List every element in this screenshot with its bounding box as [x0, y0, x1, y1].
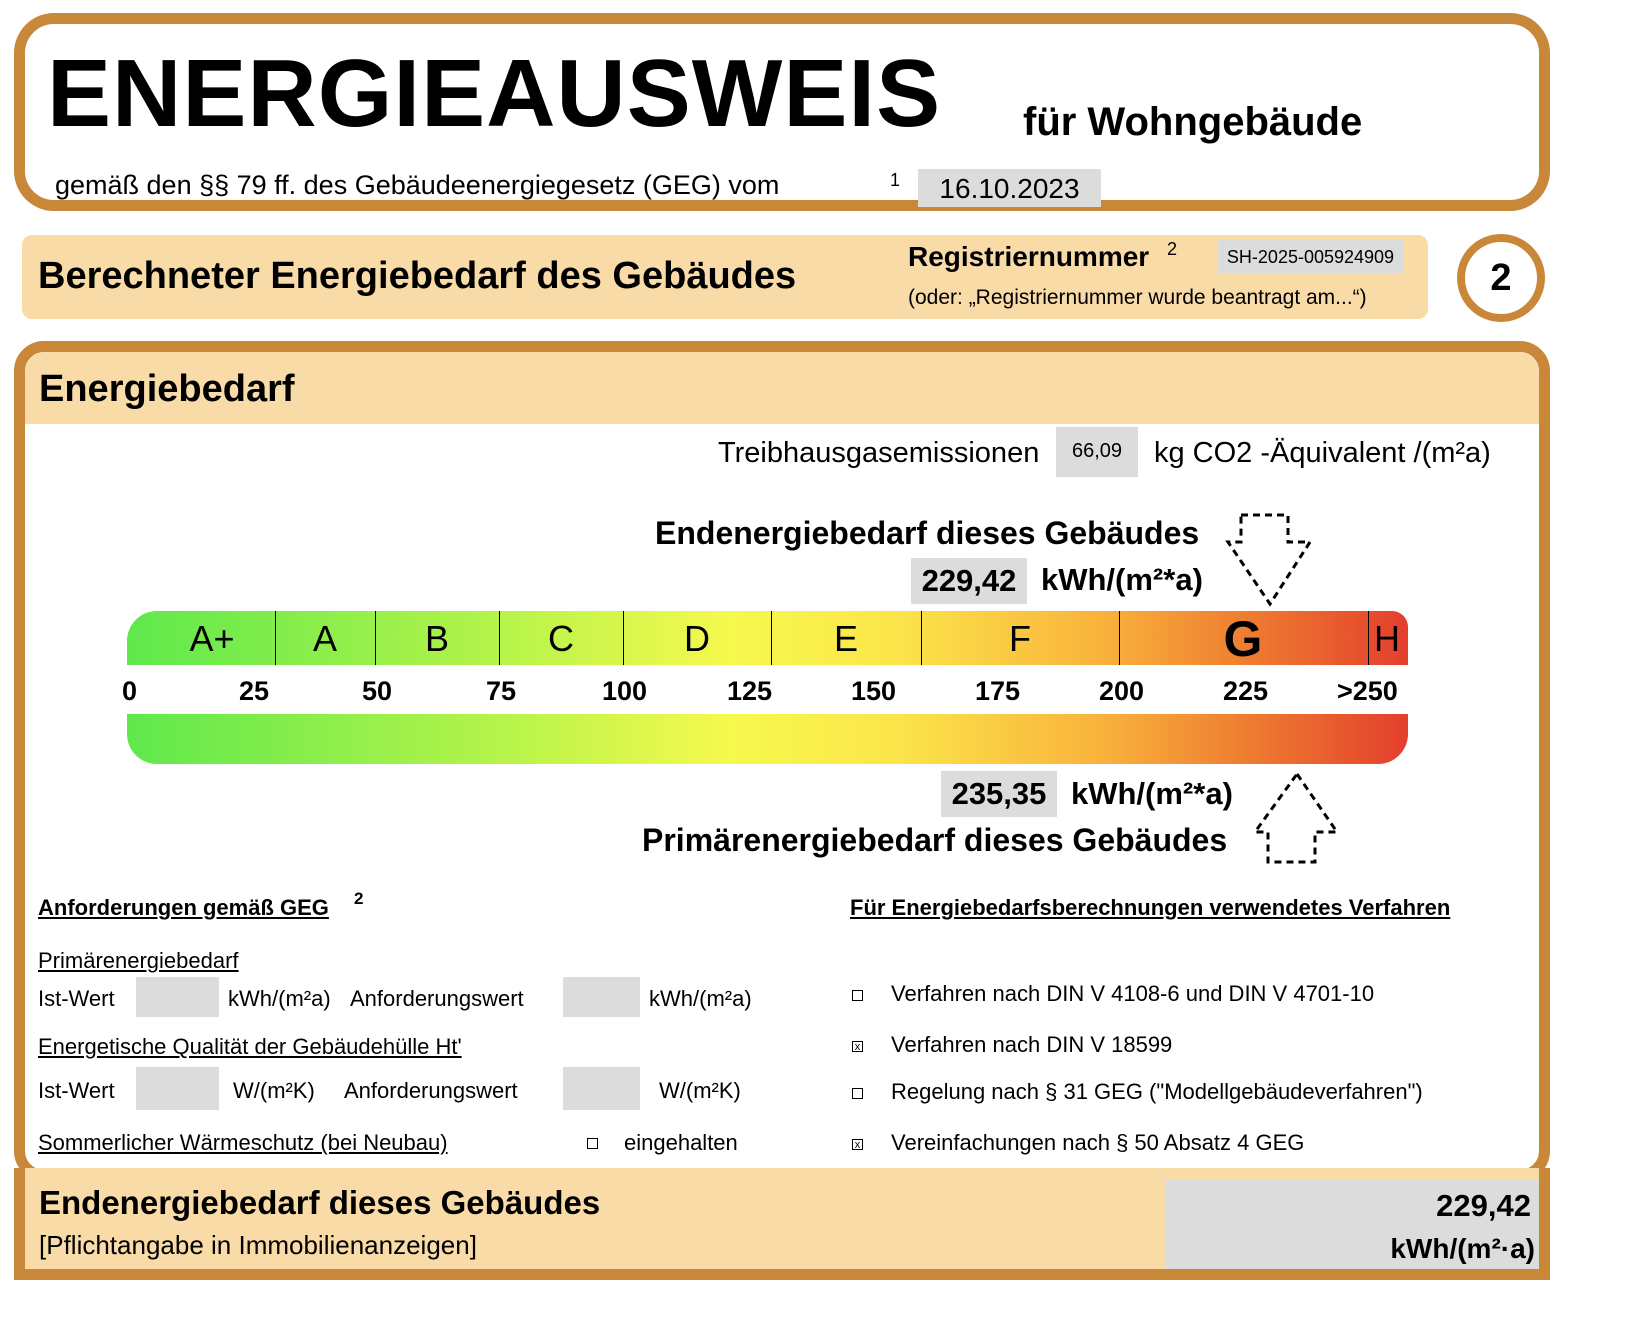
up-arrow-icon: [1252, 770, 1342, 866]
down-arrow-icon: [1225, 512, 1315, 608]
envelope-requirement-unit: W/(m²K): [659, 1078, 741, 1103]
scale-tick: 75: [486, 676, 517, 706]
envelope-ist-unit: W/(m²K): [233, 1078, 315, 1103]
ghg-value: 66,09: [1056, 427, 1138, 477]
ghg-unit: kg CO2 -Äquivalent /(m²a): [1154, 437, 1491, 469]
requirements-footnote: 2: [354, 889, 364, 908]
registration-footnote: 2: [1167, 239, 1178, 259]
law-text: gemäß den §§ 79 ff. des Gebäudeenergiegesetz (GEG) vom: [55, 170, 780, 200]
summer-protection-label: Sommerlicher Wärmeschutz (bei Neubau): [38, 1130, 448, 1155]
registration-note: (oder: „Registriernummer wurde beantragt am...“): [908, 286, 1367, 309]
scale-tick: 150: [851, 676, 897, 706]
check-mark: x: [854, 1041, 861, 1053]
primary-requirement-unit: kWh/(m²a): [649, 986, 752, 1011]
document-subtitle: für Wohngebäude: [1023, 100, 1363, 144]
class-g-active: G: [1223, 611, 1263, 665]
scale-tick: 0: [122, 676, 138, 706]
summer-protection-checkbox[interactable]: [587, 1138, 598, 1149]
envelope-requirement-label: Anforderungswert: [344, 1078, 518, 1103]
envelope-ist-label: Ist-Wert: [38, 1078, 115, 1103]
class-a-plus: A+: [189, 618, 235, 659]
scale-tick: 175: [975, 676, 1021, 706]
end-energy-value: 229,42: [911, 558, 1027, 604]
class-d: D: [684, 618, 710, 659]
registration-number: SH-2025-005924909: [1218, 239, 1403, 273]
method-label-model-building: Regelung nach § 31 GEG ("Modellgebäudeverfahren"): [891, 1079, 1423, 1104]
method-checkbox-model-building[interactable]: [852, 1088, 863, 1099]
class-a: A: [312, 618, 337, 659]
primary-requirement-label: Primärenergiebedarf: [38, 948, 239, 973]
energy-heading-band: [25, 352, 1539, 424]
ghg-label: Treibhausgasemissionen: [718, 437, 1040, 469]
gradient-bar: [127, 714, 1408, 764]
footer-note: [Pflichtangabe in Immobilienanzeigen]: [39, 1230, 477, 1260]
requirements-heading: Anforderungen gemäß GEG: [38, 895, 329, 920]
issue-date: 16.10.2023: [918, 169, 1101, 207]
header-frame: [14, 13, 1550, 211]
summer-protection-check-label: eingehalten: [624, 1130, 738, 1155]
class-f: F: [1009, 618, 1031, 659]
envelope-ist-field: [136, 1067, 219, 1110]
primary-requirement-field: [563, 977, 640, 1017]
primary-ist-unit: kWh/(m²a): [228, 986, 331, 1011]
energy-heading: Energiebedarf: [39, 368, 295, 410]
envelope-requirement-field: [563, 1067, 640, 1110]
class-h: H: [1374, 618, 1400, 659]
envelope-quality-label: Energetische Qualität der Gebäudehülle Ht': [38, 1034, 462, 1059]
scale-tick: 25: [239, 676, 270, 706]
method-checkbox-din18599[interactable]: [852, 1041, 863, 1052]
scale-tick: 50: [362, 676, 393, 706]
registration-label: Registriernummer: [908, 241, 1150, 272]
primary-ist-field: [136, 977, 219, 1017]
scale-tick: 200: [1099, 676, 1145, 706]
requirement-value-label: Anforderungswert: [350, 986, 524, 1011]
footer-title: Endenergiebedarf dieses Gebäudes: [39, 1184, 601, 1221]
scale-tick: 225: [1223, 676, 1269, 706]
end-energy-label: Endenergiebedarf dieses Gebäudes: [655, 515, 1200, 551]
footnote-1: 1: [890, 170, 901, 190]
end-energy-unit: kWh/(m²*a): [1041, 562, 1203, 597]
page-number: 2: [1490, 257, 1512, 299]
scale-tick: >250: [1337, 676, 1398, 706]
footer-band: [14, 1168, 1550, 1280]
primary-energy-value: 235,35: [941, 771, 1057, 817]
section-title: Berechneter Energiebedarf des Gebäudes: [38, 255, 797, 297]
scale-tick: 125: [727, 676, 773, 706]
class-b: B: [424, 618, 449, 659]
method-label-din4108: Verfahren nach DIN V 4108-6 und DIN V 4701-10: [891, 981, 1375, 1006]
check-mark: x: [854, 1139, 861, 1151]
ist-value-label: Ist-Wert: [38, 986, 115, 1011]
footer-unit: kWh/(m²·a): [1390, 1233, 1535, 1264]
method-checkbox-simplifications[interactable]: [852, 1139, 863, 1150]
methods-heading: Für Energiebedarfsberechnungen verwendetes Verfahren: [850, 895, 1451, 920]
class-e: E: [833, 618, 858, 659]
scale-tick: 100: [602, 676, 648, 706]
method-label-din18599: Verfahren nach DIN V 18599: [891, 1032, 1173, 1057]
section-bar: [22, 235, 1428, 319]
page-number-circle: [1457, 234, 1545, 322]
document-title: ENERGIEAUSWEIS: [47, 40, 942, 147]
primary-energy-unit: kWh/(m²*a): [1071, 776, 1233, 811]
class-c: C: [548, 618, 574, 659]
footer-value-box: [1166, 1180, 1539, 1269]
class-bar: [127, 611, 1408, 665]
method-checkbox-din4108[interactable]: [852, 990, 863, 1001]
primary-energy-label: Primärenergiebedarf dieses Gebäudes: [642, 822, 1228, 858]
method-label-simplifications: Vereinfachungen nach § 50 Absatz 4 GEG: [891, 1130, 1305, 1155]
footer-value: 229,42: [1436, 1188, 1531, 1223]
